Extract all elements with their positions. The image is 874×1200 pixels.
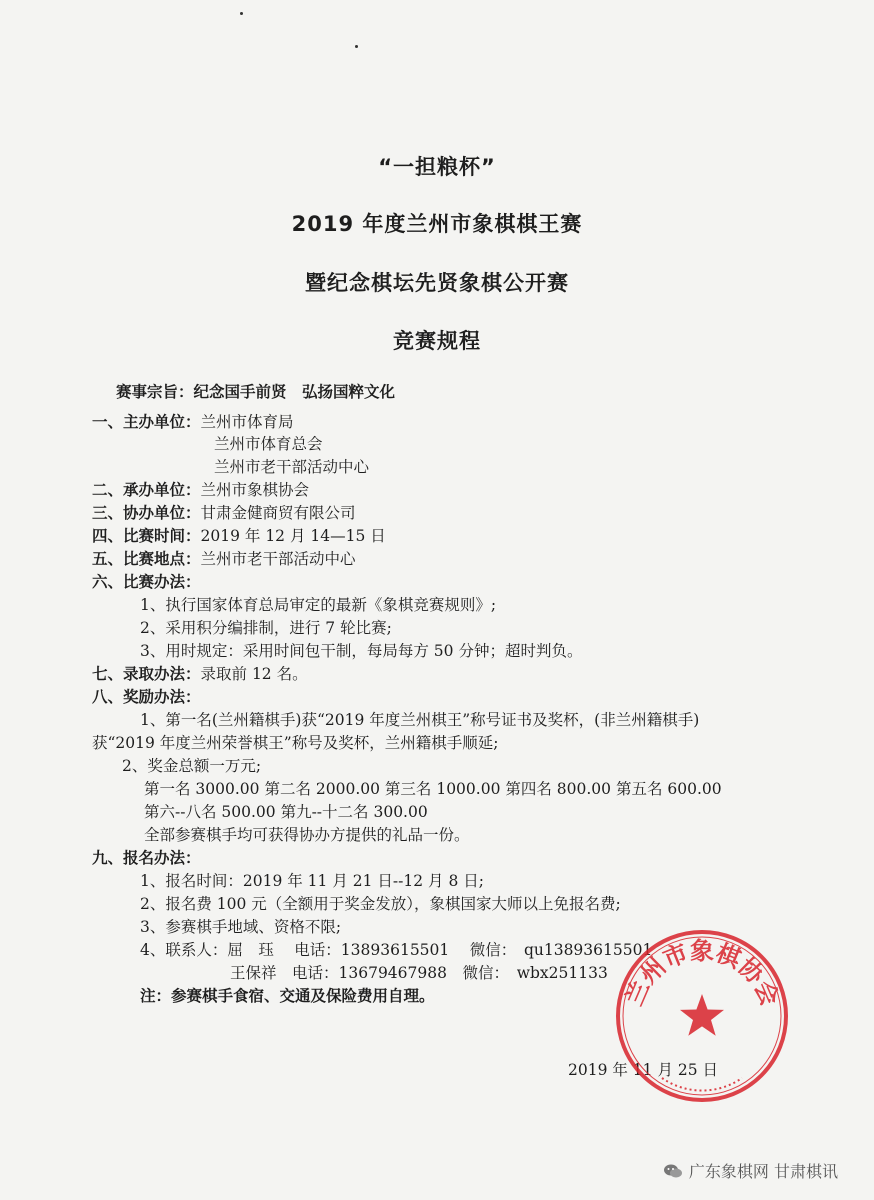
co-organizer-row	[92, 503, 356, 523]
admission-row	[92, 664, 308, 684]
organizer-3: 兰州市老干部活动中心	[214, 458, 370, 476]
speck	[355, 45, 358, 48]
rewards-gift: 全部参赛棋手均可获得协办方提供的礼品一份。	[144, 826, 470, 844]
title-line-1: 2019 年度兰州市象棋棋王赛	[291, 212, 583, 236]
organizers-label: 一、主办单位：	[92, 413, 201, 431]
rewards-line-2: 获“2019 年度兰州荣誉棋王”称号及奖杯，兰州籍棋手顺延;	[92, 734, 499, 752]
undertaker-value: 兰州市象棋协会	[200, 481, 310, 499]
issue-date: 2019 年 11 月 25 日	[568, 1061, 719, 1079]
co-organizer-value: 甘肃金健商贸有限公司	[200, 504, 356, 522]
time-row	[92, 526, 386, 546]
prize-list-1: 第一名 3000.00 第二名 2000.00 第三名 1000.00 第四名 800.00 第五名 600.00	[144, 780, 722, 798]
wechat-icon	[663, 1163, 683, 1179]
title-line-3: 竞赛规程	[393, 329, 481, 353]
time-label: 四、比赛时间：	[92, 527, 201, 545]
association-seal	[614, 928, 790, 1104]
title-line-2: 暨纪念棋坛先贤象棋公开赛	[305, 271, 569, 295]
watermark	[663, 1159, 838, 1182]
registration-line-1: 1、报名时间：2019 年 11 月 21 日--12 月 8 日;	[140, 872, 484, 890]
registration-line-3: 3、参赛棋手地域、资格不限;	[140, 918, 342, 936]
undertaker-label: 二、承办单位：	[92, 481, 201, 499]
registration-label: 九、报名办法：	[92, 849, 201, 867]
prize-list-2: 第六--八名 500.00 第九--十二名 300.00	[144, 803, 428, 821]
organizers-row	[92, 412, 294, 432]
method-item-1: 1、执行国家体育总局审定的最新《象棋竞赛规则》;	[140, 596, 497, 614]
contact-line-1: 4、联系人：屈 珏 电话：13893615501 微信： qu13893615501	[140, 941, 653, 959]
seal-text-path: 兰州市象棋协会	[620, 936, 784, 1010]
watermark-text: 广东象棋网 甘肃棋讯	[688, 1162, 838, 1181]
method-item-3: 3、用时规定：采用时间包干制，每局每方 50 分钟；超时判负。	[140, 642, 583, 660]
time-value: 2019 年 12 月 14—15 日	[200, 527, 386, 545]
registration-line-2: 2、报名费 100 元（全额用于奖金发放），象棋国家大师以上免报名费;	[140, 895, 621, 913]
undertaker-row	[92, 480, 309, 500]
co-organizer-label: 三、协办单位：	[92, 504, 201, 522]
organizer-1: 兰州市体育局	[200, 413, 294, 431]
contact-line-2: 王保祥 电话：13679467988 微信： wbx251133	[230, 964, 608, 982]
cup-name: “一担粮杯”	[378, 155, 496, 179]
note: 注：参赛棋手食宿、交通及保险费用自理。	[140, 987, 435, 1005]
event-purpose: 赛事宗旨：纪念国手前贤 弘扬国粹文化	[116, 383, 396, 401]
star-icon	[680, 994, 724, 1036]
speck	[240, 12, 243, 15]
rewards-line-1: 1、第一名(兰州籍棋手)获“2019 年度兰州棋王”称号证书及奖杯，(非兰州籍棋手)	[140, 711, 700, 729]
admission-label: 七、录取办法：	[92, 665, 201, 683]
rewards-label: 八、奖励办法：	[92, 688, 201, 706]
organizer-2: 兰州市体育总会	[214, 435, 323, 453]
venue-label: 五、比赛地点：	[92, 550, 201, 568]
method-item-2: 2、采用积分编排制，进行 7 轮比赛;	[140, 619, 392, 637]
venue-value: 兰州市老干部活动中心	[200, 550, 356, 568]
admission-value: 录取前 12 名。	[200, 665, 308, 683]
seal-serial-number	[662, 1078, 742, 1091]
rewards-line-3: 2、奖金总额一万元;	[122, 757, 262, 775]
venue-row	[92, 549, 356, 569]
method-label: 六、比赛办法：	[92, 573, 201, 591]
